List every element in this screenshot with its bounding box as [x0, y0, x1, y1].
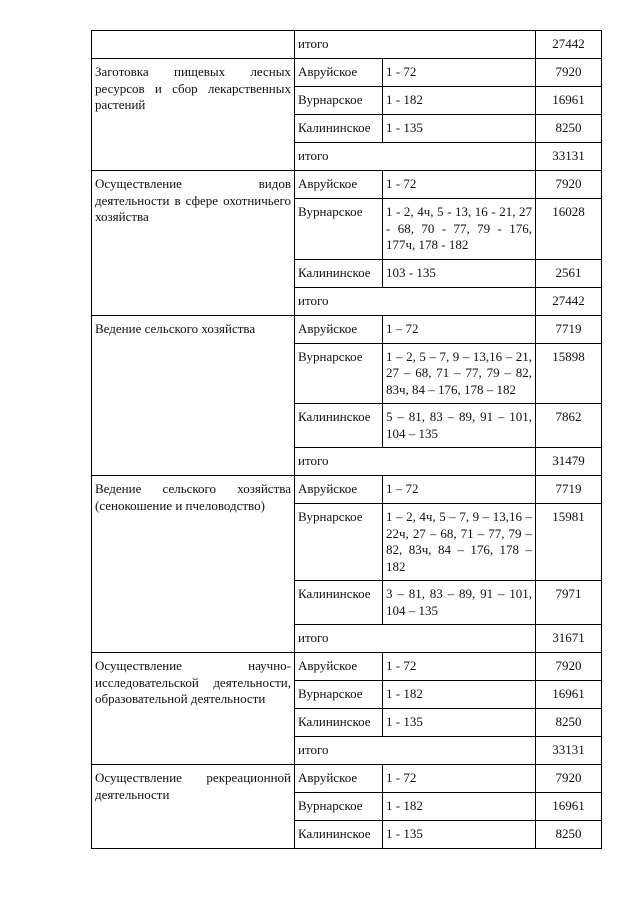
area-cell: 31479 [536, 448, 602, 476]
activity-cell: Ведение сельского хозяйства [92, 315, 295, 476]
activity-cell: Осуществление рекреационной деятельности [92, 765, 295, 849]
area-cell: 16961 [536, 681, 602, 709]
lesnichestvo-cell: Авруйское [295, 59, 383, 87]
total-label-cell: итого [295, 625, 536, 653]
area-cell: 31671 [536, 625, 602, 653]
area-cell: 2561 [536, 259, 602, 287]
total-label-cell: итого [295, 143, 536, 171]
activity-cell: Заготовка пищевых лесных ресурсов и сбор лекарственных растений [92, 59, 295, 171]
total-label-cell: итого [295, 287, 536, 315]
table-row [92, 171, 602, 199]
lesnichestvo-cell: Вурнарское [295, 87, 383, 115]
kvartaly-cell: 1 – 72 [383, 315, 536, 343]
lesnichestvo-cell: Вурнарское [295, 343, 383, 404]
kvartaly-cell: 1 - 135 [383, 709, 536, 737]
lesnichestvo-cell: Авруйское [295, 315, 383, 343]
activity-cell: Ведение сельского хозяйства (сенокошение и пчеловодство) [92, 476, 295, 653]
table-row [92, 765, 602, 793]
kvartaly-cell: 1 - 72 [383, 653, 536, 681]
kvartaly-cell: 1 - 2, 4ч, 5 - 13, 16 - 21, 27 - 68, 70 - 77, 79 - 176, 177ч, 178 - 182 [383, 199, 536, 260]
area-cell: 7862 [536, 404, 602, 448]
lesnichestvo-cell: Вурнарское [295, 199, 383, 260]
activity-cell [92, 31, 295, 59]
area-cell: 8250 [536, 115, 602, 143]
area-cell: 7920 [536, 653, 602, 681]
lesnichestvo-cell: Авруйское [295, 765, 383, 793]
table-row [92, 315, 602, 343]
lesnichestvo-cell: Калининское [295, 259, 383, 287]
area-cell: 7971 [536, 581, 602, 625]
lesnichestvo-cell: Калининское [295, 821, 383, 849]
total-label-cell: итого [295, 31, 536, 59]
forest-use-table [91, 30, 602, 849]
lesnichestvo-cell: Калининское [295, 404, 383, 448]
area-cell: 8250 [536, 709, 602, 737]
lesnichestvo-cell: Вурнарское [295, 681, 383, 709]
kvartaly-cell: 3 – 81, 83 – 89, 91 – 101, 104 – 135 [383, 581, 536, 625]
lesnichestvo-cell: Авруйское [295, 476, 383, 504]
kvartaly-cell: 1 - 182 [383, 793, 536, 821]
kvartaly-cell: 1 - 72 [383, 171, 536, 199]
table-row [92, 59, 602, 87]
kvartaly-cell: 1 – 72 [383, 476, 536, 504]
kvartaly-cell: 1 - 135 [383, 821, 536, 849]
area-cell: 8250 [536, 821, 602, 849]
activity-cell: Осуществление видов деятельности в сфере охотничьего хозяйства [92, 171, 295, 316]
total-label-cell: итого [295, 448, 536, 476]
area-cell: 7719 [536, 476, 602, 504]
lesnichestvo-cell: Калининское [295, 115, 383, 143]
kvartaly-cell: 1 - 72 [383, 765, 536, 793]
area-cell: 27442 [536, 31, 602, 59]
area-cell: 7920 [536, 171, 602, 199]
total-label-cell: итого [295, 737, 536, 765]
table-row [92, 476, 602, 504]
kvartaly-cell: 103 - 135 [383, 259, 536, 287]
area-cell: 33131 [536, 737, 602, 765]
lesnichestvo-cell: Калининское [295, 709, 383, 737]
area-cell: 15898 [536, 343, 602, 404]
lesnichestvo-cell: Вурнарское [295, 504, 383, 581]
area-cell: 27442 [536, 287, 602, 315]
table-row [92, 653, 602, 681]
kvartaly-cell: 5 – 81, 83 – 89, 91 – 101, 104 – 135 [383, 404, 536, 448]
lesnichestvo-cell: Авруйское [295, 653, 383, 681]
kvartaly-cell: 1 - 135 [383, 115, 536, 143]
kvartaly-cell: 1 – 2, 5 – 7, 9 – 13,16 – 21, 27 – 68, 71 – 77, 79 – 82, 83ч, 84 – 176, 178 – 182 [383, 343, 536, 404]
area-cell: 16961 [536, 793, 602, 821]
kvartaly-cell: 1 - 182 [383, 681, 536, 709]
lesnichestvo-cell: Авруйское [295, 171, 383, 199]
lesnichestvo-cell: Калининское [295, 581, 383, 625]
area-cell: 15981 [536, 504, 602, 581]
activity-cell: Осуществление научно-исследовательской деятельности, образовательной деятельности [92, 653, 295, 765]
area-cell: 16028 [536, 199, 602, 260]
kvartaly-cell: 1 - 182 [383, 87, 536, 115]
table-row [92, 31, 602, 59]
area-cell: 16961 [536, 87, 602, 115]
area-cell: 7920 [536, 59, 602, 87]
kvartaly-cell: 1 - 72 [383, 59, 536, 87]
area-cell: 33131 [536, 143, 602, 171]
kvartaly-cell: 1 – 2, 4ч, 5 – 7, 9 – 13,16 – 22ч, 27 – 68, 71 – 77, 79 – 82, 83ч, 84 – 176, 178 – 182 [383, 504, 536, 581]
area-cell: 7920 [536, 765, 602, 793]
area-cell: 7719 [536, 315, 602, 343]
lesnichestvo-cell: Вурнарское [295, 793, 383, 821]
